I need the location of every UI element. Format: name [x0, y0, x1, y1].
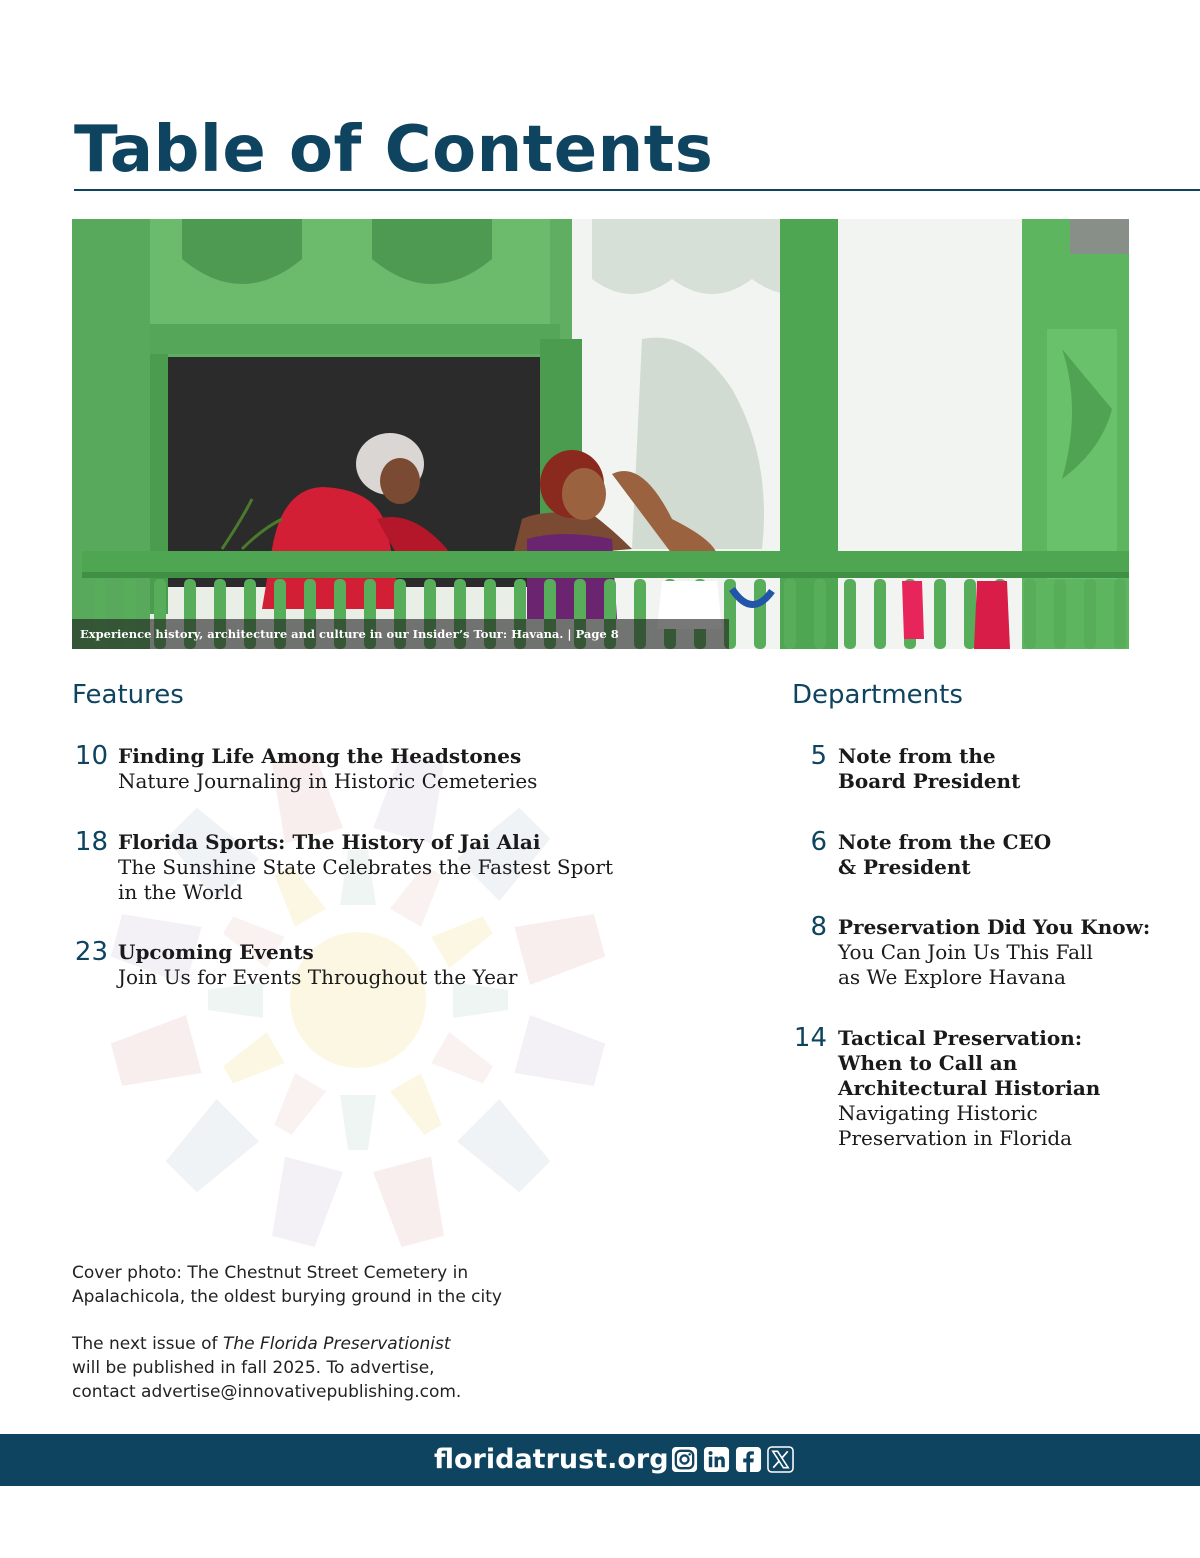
entry-title: Florida Sports: The History of Jai Alai [118, 830, 541, 854]
page-number: 18 [74, 827, 108, 857]
cover-photo-note [72, 1261, 502, 1309]
hero-photo [72, 219, 1129, 649]
facebook-icon[interactable] [735, 1446, 762, 1473]
footer-bar [0, 1434, 1200, 1486]
page-number: 8 [810, 912, 827, 942]
entry-subtitle: as We Explore Havana [838, 965, 1066, 989]
photo-caption: Experience history, architecture and culture in our Insider’s Tour: Havana. | Page 8 [72, 619, 729, 649]
entry-title: Note from the [838, 744, 996, 768]
entry-subtitle: Preservation in Florida [838, 1126, 1073, 1150]
publication-title: The Florida Preservationist [222, 1334, 451, 1354]
note-line: Apalachicola, the oldest burying ground in the city [72, 1287, 502, 1307]
entry-title: Board President [838, 769, 1021, 793]
entry-subtitle: in the World [118, 880, 243, 904]
entry-title: Note from the CEO [838, 830, 1052, 854]
x-icon[interactable] [767, 1446, 794, 1473]
balcony-illustration [72, 219, 1129, 649]
entry-title: Architectural Historian [838, 1076, 1101, 1100]
entry-title: When to Call an [838, 1051, 1018, 1075]
title-divider [74, 189, 1200, 191]
advertise-contact[interactable]: contact advertise@innovativepublishing.com. [72, 1382, 462, 1402]
website-link[interactable]: floridatrust.org [434, 1444, 669, 1475]
note-line [72, 1332, 461, 1356]
page-number: 10 [74, 741, 108, 771]
page-title: Table of Contents [74, 113, 714, 187]
entry-subtitle: Nature Journaling in Historic Cemeteries [118, 769, 538, 793]
entry-subtitle: You Can Join Us This Fall [838, 940, 1093, 964]
linkedin-icon[interactable] [703, 1446, 730, 1473]
note-text: The next issue of [72, 1334, 223, 1354]
entry-subtitle: The Sunshine State Celebrates the Fastest Sport [118, 855, 614, 879]
page-number: 14 [793, 1023, 827, 1053]
features-heading: Features [72, 680, 184, 710]
page-number: 23 [74, 937, 108, 967]
entry-title: Tactical Preservation: [838, 1026, 1083, 1050]
social-links [671, 1446, 794, 1473]
next-issue-note [72, 1332, 461, 1404]
departments-heading: Departments [792, 680, 963, 710]
note-line: will be published in fall 2025. To advertise, [72, 1358, 435, 1378]
instagram-icon[interactable] [671, 1446, 698, 1473]
entry-subtitle: Navigating Historic [838, 1101, 1038, 1125]
note-line: Cover photo: The Chestnut Street Cemetery in [72, 1263, 469, 1283]
entry-title: Upcoming Events [118, 940, 314, 964]
page-number: 6 [810, 827, 827, 857]
entry-title: Preservation Did You Know: [838, 915, 1151, 939]
entry-title: Finding Life Among the Headstones [118, 744, 522, 768]
page-number: 5 [810, 741, 827, 771]
entry-title: & President [838, 855, 971, 879]
entry-subtitle: Join Us for Events Throughout the Year [118, 965, 518, 989]
